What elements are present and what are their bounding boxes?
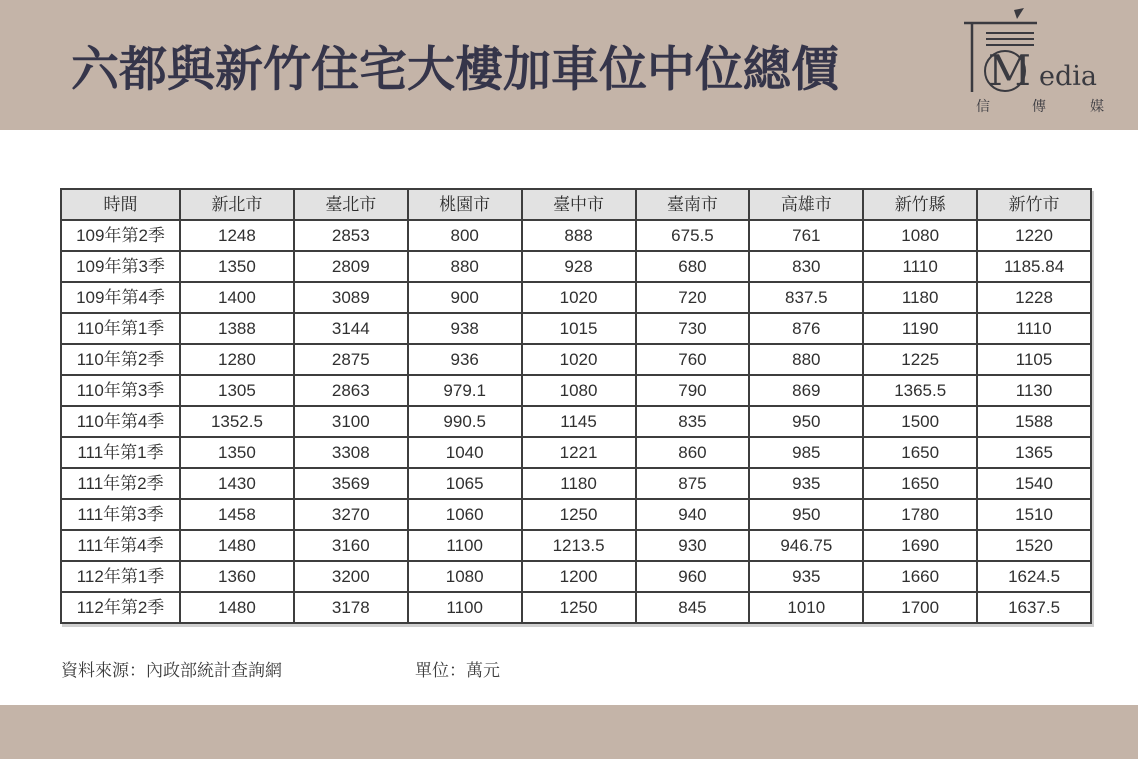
price-cell: 3178	[294, 592, 408, 623]
column-header: 新竹縣	[863, 189, 977, 220]
price-cell: 3100	[294, 406, 408, 437]
price-cell: 928	[522, 251, 636, 282]
price-cell: 990.5	[408, 406, 522, 437]
table-row	[61, 375, 1091, 406]
price-cell: 3308	[294, 437, 408, 468]
price-cell: 2875	[294, 344, 408, 375]
logo-monogram: M	[988, 46, 1032, 95]
price-cell: 979.1	[408, 375, 522, 406]
table-row	[61, 313, 1091, 344]
price-cell: 3270	[294, 499, 408, 530]
price-cell: 675.5	[636, 220, 750, 251]
time-cell: 112年第1季	[61, 561, 180, 592]
price-cell: 790	[636, 375, 750, 406]
price-cell: 3569	[294, 468, 408, 499]
price-cell: 1700	[863, 592, 977, 623]
table-row	[61, 499, 1091, 530]
table-row	[61, 220, 1091, 251]
price-cell: 950	[749, 406, 863, 437]
price-cell: 1500	[863, 406, 977, 437]
time-cell: 110年第1季	[61, 313, 180, 344]
price-cell: 1352.5	[180, 406, 294, 437]
table-row	[61, 468, 1091, 499]
price-cell: 1180	[522, 468, 636, 499]
column-header: 臺北市	[294, 189, 408, 220]
footer-band	[0, 705, 1138, 759]
logo-suffix: edia	[1039, 61, 1097, 92]
price-cell: 1060	[408, 499, 522, 530]
price-cell: 3089	[294, 282, 408, 313]
price-cell: 680	[636, 251, 750, 282]
price-cell: 800	[408, 220, 522, 251]
time-cell: 109年第2季	[61, 220, 180, 251]
price-cell: 1228	[977, 282, 1091, 313]
time-cell: 110年第3季	[61, 375, 180, 406]
price-cell: 860	[636, 437, 750, 468]
price-cell: 930	[636, 530, 750, 561]
price-cell: 1100	[408, 530, 522, 561]
column-header: 臺南市	[636, 189, 750, 220]
price-cell: 1100	[408, 592, 522, 623]
price-cell: 940	[636, 499, 750, 530]
price-cell: 1040	[408, 437, 522, 468]
price-cell: 1248	[180, 220, 294, 251]
price-cell: 1650	[863, 468, 977, 499]
price-cell: 1250	[522, 499, 636, 530]
price-cell: 985	[749, 437, 863, 468]
price-cell: 1065	[408, 468, 522, 499]
price-cell: 1430	[180, 468, 294, 499]
price-cell: 1110	[863, 251, 977, 282]
price-cell: 3160	[294, 530, 408, 561]
price-cell: 1200	[522, 561, 636, 592]
price-cell: 1010	[749, 592, 863, 623]
price-cell: 1350	[180, 437, 294, 468]
price-cell: 1213.5	[522, 530, 636, 561]
price-cell: 2863	[294, 375, 408, 406]
price-cell: 900	[408, 282, 522, 313]
price-cell: 835	[636, 406, 750, 437]
price-cell: 875	[636, 468, 750, 499]
time-cell: 111年第3季	[61, 499, 180, 530]
table-row	[61, 530, 1091, 561]
column-header: 桃園市	[408, 189, 522, 220]
price-cell: 880	[749, 344, 863, 375]
price-cell: 1690	[863, 530, 977, 561]
price-cell: 720	[636, 282, 750, 313]
price-cell: 1540	[977, 468, 1091, 499]
price-cell: 830	[749, 251, 863, 282]
unit-note: 單位：萬元	[415, 661, 500, 680]
price-cell: 1221	[522, 437, 636, 468]
table-row	[61, 406, 1091, 437]
logo-tick	[1014, 8, 1024, 19]
price-cell: 936	[408, 344, 522, 375]
price-cell: 1588	[977, 406, 1091, 437]
price-cell: 845	[636, 592, 750, 623]
price-cell: 2809	[294, 251, 408, 282]
price-cell: 1650	[863, 437, 977, 468]
price-cell: 1365	[977, 437, 1091, 468]
price-cell: 1520	[977, 530, 1091, 561]
price-cell: 1185.84	[977, 251, 1091, 282]
price-cell: 1015	[522, 313, 636, 344]
price-cell: 1225	[863, 344, 977, 375]
price-cell: 869	[749, 375, 863, 406]
price-cell: 1365.5	[863, 375, 977, 406]
price-cell: 760	[636, 344, 750, 375]
table-header-row	[61, 189, 1091, 220]
page-title: 六都與新竹住宅大樓加車位中位總價	[71, 43, 840, 97]
logo-char-mei: 媒	[1090, 98, 1104, 114]
price-table	[60, 188, 1092, 624]
table-row	[61, 251, 1091, 282]
price-cell: 935	[749, 561, 863, 592]
price-cell: 1388	[180, 313, 294, 344]
price-cell: 1130	[977, 375, 1091, 406]
table-body	[61, 220, 1091, 623]
price-cell: 1110	[977, 313, 1091, 344]
column-header: 高雄市	[749, 189, 863, 220]
price-cell: 3200	[294, 561, 408, 592]
time-cell: 111年第1季	[61, 437, 180, 468]
source-note: 資料來源：內政部統計查詢網	[61, 661, 282, 680]
price-cell: 1660	[863, 561, 977, 592]
price-cell: 1080	[522, 375, 636, 406]
price-cell: 1250	[522, 592, 636, 623]
header-band	[0, 0, 1138, 130]
price-cell: 950	[749, 499, 863, 530]
logo-char-chuan: 傳	[1032, 98, 1046, 114]
price-cell: 837.5	[749, 282, 863, 313]
price-cell: 1458	[180, 499, 294, 530]
price-cell: 1360	[180, 561, 294, 592]
time-cell: 109年第3季	[61, 251, 180, 282]
price-cell: 1080	[408, 561, 522, 592]
price-cell: 730	[636, 313, 750, 344]
column-header: 臺中市	[522, 189, 636, 220]
price-cell: 880	[408, 251, 522, 282]
price-cell: 2853	[294, 220, 408, 251]
table-row	[61, 592, 1091, 623]
price-cell: 935	[749, 468, 863, 499]
price-cell: 1280	[180, 344, 294, 375]
price-cell: 1480	[180, 592, 294, 623]
table-row	[61, 561, 1091, 592]
price-cell: 1305	[180, 375, 294, 406]
column-header: 時間	[61, 189, 180, 220]
time-cell: 109年第4季	[61, 282, 180, 313]
price-cell: 3144	[294, 313, 408, 344]
price-cell: 1220	[977, 220, 1091, 251]
column-header: 新北市	[180, 189, 294, 220]
time-cell: 110年第2季	[61, 344, 180, 375]
table-row	[61, 437, 1091, 468]
price-cell: 938	[408, 313, 522, 344]
time-cell: 111年第4季	[61, 530, 180, 561]
price-cell: 1180	[863, 282, 977, 313]
price-cell: 1624.5	[977, 561, 1091, 592]
price-cell: 1400	[180, 282, 294, 313]
time-cell: 112年第2季	[61, 592, 180, 623]
price-cell: 1020	[522, 282, 636, 313]
price-cell: 1637.5	[977, 592, 1091, 623]
price-cell: 1020	[522, 344, 636, 375]
price-cell: 1145	[522, 406, 636, 437]
price-cell: 876	[749, 313, 863, 344]
price-cell: 1480	[180, 530, 294, 561]
table-row	[61, 282, 1091, 313]
table-row	[61, 344, 1091, 375]
price-cell: 946.75	[749, 530, 863, 561]
time-cell: 111年第2季	[61, 468, 180, 499]
logo-char-xin: 信	[976, 98, 990, 114]
price-cell: 1105	[977, 344, 1091, 375]
price-cell: 1080	[863, 220, 977, 251]
column-header: 新竹市	[977, 189, 1091, 220]
price-cell: 761	[749, 220, 863, 251]
price-cell: 1190	[863, 313, 977, 344]
price-cell: 888	[522, 220, 636, 251]
price-cell: 960	[636, 561, 750, 592]
price-table-wrap	[60, 188, 1092, 624]
price-cell: 1350	[180, 251, 294, 282]
price-cell: 1510	[977, 499, 1091, 530]
time-cell: 110年第4季	[61, 406, 180, 437]
cmedia-logo-icon	[944, 8, 1134, 120]
price-cell: 1780	[863, 499, 977, 530]
